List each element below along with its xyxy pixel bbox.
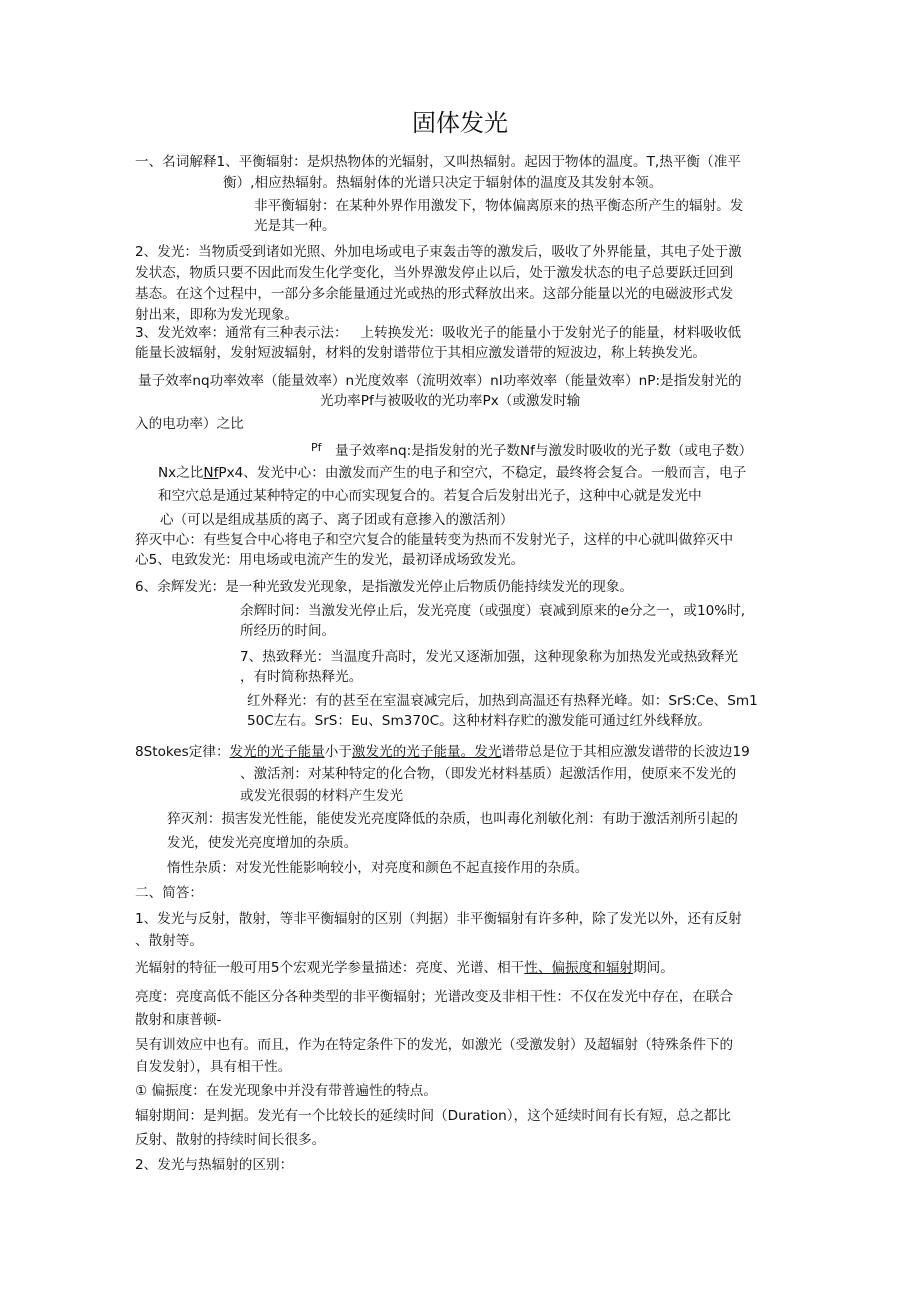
text-line: 射出来，即称为发光现象。 bbox=[135, 307, 299, 323]
text-line bbox=[135, 742, 750, 762]
text-line bbox=[158, 463, 746, 483]
text-line: ① 偏振度：在发光现象中并没有带普遍性的特点。 bbox=[135, 1083, 437, 1099]
underlined-fragment: 激发光的光子能量。发光 bbox=[351, 744, 502, 760]
text-line: 2、发光与热辐射的区别： bbox=[135, 1157, 294, 1173]
text-line: 或发光很弱的材料产生发光 bbox=[240, 788, 404, 804]
text-line: 心（可以是组成基质的离子、离子团或有意掺入的激活剂） bbox=[160, 512, 514, 528]
text-line: 发光，使发光亮度增加的杂质。 bbox=[167, 835, 358, 851]
text-line: 辐射期间：是判据。发光有一个比较长的延续时间（Duration），这个延续时间有长有短，总之都比 bbox=[135, 1108, 731, 1124]
text-line: 50C左右。SrS：Eu、Sm370C。这种材料存贮的激发能可通过红外线释放。 bbox=[247, 713, 711, 729]
text-line: 能量长波辐射，发射短波辐射，材料的发射谱带位于其相应激发谱带的短波边，称上转换发光。 bbox=[135, 345, 706, 361]
text-line: 衡）,相应热辐射。热辐射体的光谱只决定于辐射体的温度及其发射本领。 bbox=[223, 175, 663, 191]
text-line: 余辉时间：当激发光停止后，发光亮度（或强度）衰减到原来的e分之一，或10%时, bbox=[240, 603, 746, 619]
text-fragment: Px4、发光中心：由激发而产生的电子和空穴，不稳定，最终将会复合。一般而言，电子 bbox=[218, 465, 747, 481]
text-line: 一、名词解释1、平衡辐射：是炽热物体的光辐射，又叫热辐射。起因于物体的温度。T,热平衡（准平 bbox=[135, 154, 741, 170]
text-line: 散射和康普顿- bbox=[135, 1012, 222, 1028]
text-line: 2、发光：当物质受到诸如光照、外加电场或电子束轰击等的激发后，吸收了外界能量，其电子处于激 bbox=[135, 244, 742, 260]
text-line: 1、发光与反射，散射，等非平衡辐射的区别（判据）非平衡辐射有许多种，除了发光以外，还有反射 bbox=[135, 911, 742, 927]
text-line: 、激活剂：对某种特定的化合物，（即发光材料基质）起激活作用，使原来不发光的 bbox=[240, 766, 737, 782]
text-line: 量子效率nq功率效率（能量效率）n光度效率（流明效率）nI功率效率（能量效率）nP:是指发射光的 bbox=[138, 373, 742, 389]
text-fragment: 8Stokes定律： bbox=[135, 744, 230, 760]
text-line: 入的电功率）之比 bbox=[135, 416, 244, 432]
page-title: 固体发光 bbox=[412, 109, 508, 137]
text-line: 反射、散射的持续时间长很多。 bbox=[135, 1132, 326, 1148]
text-line: 红外释光：有的甚至在室温衰减完后，加热到高温还有热释光峰。如：SrS:Ce、Sm1 bbox=[247, 693, 758, 709]
text-line: 所经历的时间。 bbox=[240, 623, 336, 639]
underlined-fragment: 性、偏振度和辐射 bbox=[524, 960, 634, 976]
text-line: 3、发光效率：通常有三种表示法： 上转换发光：吸收光子的能量小于发射光子的能量，材料吸收低 bbox=[135, 325, 742, 341]
text-line: 和空穴总是通过某种特定的中心而实现复合的。若复合后发射出光子，这种中心就是发光中 bbox=[158, 488, 702, 504]
text-line: 7、热致释光：当温度升高时，发光又逐渐加强，这种现象称为加热发光或热致释光 bbox=[240, 649, 739, 665]
text-fragment: 小于 bbox=[324, 744, 352, 760]
text-line: 非平衡辐射：在某种外界作用激发下，物体偏离原来的热平衡态所产生的辐射。发 bbox=[254, 198, 744, 214]
text-fragment: 光辐射的特征一般可用5个宏观光学参量描述：亮度、光谱、相干 bbox=[135, 960, 525, 976]
text-line: 光是其一种。 bbox=[254, 218, 336, 234]
section-heading: 二、简答： bbox=[135, 885, 203, 901]
text-line: 心5、电致发光：用电场或电流产生的发光，最初译成场致发光。 bbox=[135, 552, 525, 568]
text-fragment: 谱带总是位于其相应激发谱带的长波边19 bbox=[501, 744, 750, 760]
text-fragment: 期间。 bbox=[633, 960, 674, 976]
text-line: 亮度：亮度高低不能区分各种类型的非平衡辐射；光谱改变及非相干性：不仅在发光中存在，在联合 bbox=[135, 989, 734, 1005]
text-line: ，有时简称热释光。 bbox=[240, 669, 363, 685]
text-line: 猝灭剂：损害发光性能，能使发光亮度降低的杂质，也叫毒化剂敏化剂：有助于激活剂所引起的 bbox=[167, 811, 738, 827]
underlined-fragment: 发光的光子能量 bbox=[229, 744, 325, 760]
formula-symbol: Pf bbox=[311, 441, 322, 454]
text-line: 6、余辉发光：是一种光致发光现象，是指激发光停止后物质仍能持续发光的现象。 bbox=[135, 579, 634, 595]
text-line bbox=[135, 958, 674, 978]
text-line: 自发发射），具有相干性。 bbox=[135, 1059, 292, 1075]
text-fragment: Nx之比 bbox=[158, 465, 204, 481]
text-line: 惰性杂质：对发光性能影响较小，对亮度和颜色不起直接作用的杂质。 bbox=[167, 860, 589, 876]
text-line: 发状态，物质只要不因此而发生化学变化，当外界激发停止以后，处于激发状态的电子总要跃迁回到 bbox=[135, 265, 734, 281]
text-line: 猝灭中心：有些复合中心将电子和空穴复合的能量转变为热而不发射光子，这样的中心就叫做猝灭中 bbox=[135, 532, 734, 548]
text-line: 光功率Pf与被吸收的光功率Px（或激发时输 bbox=[320, 393, 581, 409]
text-line: 基态。在这个过程中，一部分多余能量通过光或热的形式释放出来。这部分能量以光的电磁波形式发 bbox=[135, 286, 734, 302]
text-line: 、散射等。 bbox=[135, 933, 203, 949]
text-line: 吴有训效应中也有。而且，作为在特定条件下的发光，如激光（受激发射）及超辐射（特殊条件下的 bbox=[135, 1037, 734, 1053]
underlined-fragment: Nf bbox=[203, 465, 219, 481]
text-line: 量子效率nq:是指发射的光子数Nf与激发时吸收的光子数（或电子数） bbox=[335, 443, 753, 459]
